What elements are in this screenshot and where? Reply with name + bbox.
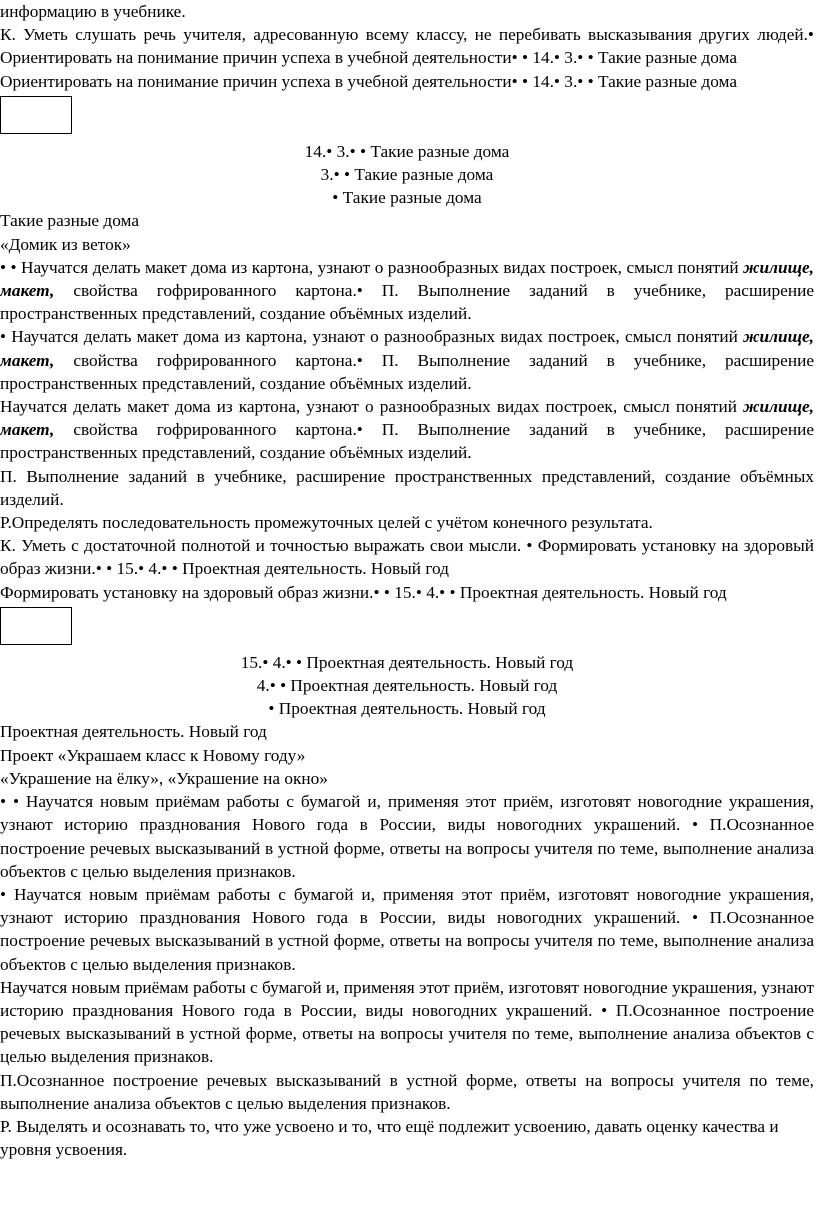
topic-title: Такие разные дома <box>0 211 140 231</box>
paragraph-communicative-2: К. Уметь с достаточной полнотой и точностью выражать свои мысли. • Формировать установку на здоровый образ жизни.• • 15.• 4.• • Проектная деятельность. Новый год <box>0 536 814 579</box>
paragraph-newyear-c: Научатся новым приёмам работы с бумагой и, применяя этот приём, изготовят новогодние украшения, узнают историю празднования Нового года в России, виды новогодних украшений. • П.Осознанное построение речевых высказываний в устной форме, ответы на вопросы учителя по теме, выполнение анализа объектов с целью выделения признаков. <box>0 977 814 1067</box>
outcome-text: • • Научатся делать макет дома из картона, узнают о разнообразных видах построек, смысл понятий <box>0 257 744 277</box>
centered-line: • Проектная деятельность. Новый год <box>268 699 546 719</box>
paragraph-outcome-a <box>0 256 814 326</box>
topic-title: Проектная деятельность. Новый год <box>0 722 267 742</box>
outcome-text: Научатся делать макет дома из картона, узнают о разнообразных видах построек, смысл понятий <box>0 397 744 417</box>
lesson-title: «Домик из веток» <box>0 234 131 254</box>
paragraph-newyear-b: • Научатся новым приёмам работы с бумагой и, применяя этот приём, изготовят новогодние украшения, узнают историю празднования Нового года в России, виды новогодних украшений. • П.Осознанное построение речевых высказываний в устной форме, ответы на вопросы учителя по теме, выполнение анализа объектов с целью выделения признаков. <box>0 884 814 974</box>
centered-line: 14.• 3.• • Такие разные дома <box>304 141 510 161</box>
centered-line: 4.• • Проектная деятельность. Новый год <box>256 676 558 696</box>
outcome-tail: свойства гофрированного картона.• П. Выполнение заданий в учебнике, расширение пространственных представлений, создание объёмных изделий. <box>0 420 814 463</box>
paragraph-communicative-1: К. Уметь слушать речь учителя, адресованную всему классу, не перебивать высказывания других людей.• Ориентировать на понимание причин успеха в учебной деятельности• • 14.• 3.• • Такие разные дома <box>0 25 814 68</box>
paragraph-regulative: Р.Определять последовательность промежуточных целей с учётом конечного результата. <box>0 513 653 533</box>
empty-table-cell <box>0 607 72 645</box>
outcome-tail: свойства гофрированного картона.• П. Выполнение заданий в учебнике, расширение пространственных представлений, создание объёмных изделий. <box>0 281 814 324</box>
empty-table-cell <box>0 96 72 134</box>
paragraph-cognitive-2: П.Осознанное построение речевых высказываний в устной форме, ответы на вопросы учителя по теме, выполнение анализа объектов с целью выделения признаков. <box>0 1070 814 1113</box>
text-line: информацию в учебнике. <box>0 2 186 21</box>
paragraph-health: Формировать установку на здоровый образ жизни.• • 15.• 4.• • Проектная деятельность. Новый год <box>0 582 727 602</box>
paragraph-outcome-c <box>0 395 814 465</box>
centered-line: 15.• 4.• • Проектная деятельность. Новый год <box>240 652 574 672</box>
paragraph-newyear-a: • • Научатся новым приёмам работы с бумагой и, применяя этот приём, изготовят новогодние украшения, узнают историю празднования Нового года в России, виды новогодних украшений. • П.Осознанное построение речевых высказываний в устной форме, ответы на вопросы учителя по теме, выполнение анализа объектов с целью выделения признаков. <box>0 792 814 881</box>
key-terms: жилище, макет, <box>0 327 814 370</box>
paragraph-outcome-b <box>0 325 814 395</box>
outcome-tail: свойства гофрированного картона.• П. Выполнение заданий в учебнике, расширение пространственных представлений, создание объёмных изделий. <box>0 350 814 393</box>
outcome-text: • Научатся делать макет дома из картона, узнают о разнообразных видах построек, смысл понятий <box>0 327 744 347</box>
key-terms: жилище, макет, <box>0 397 814 440</box>
project-title: Проект «Украшаем класс к Новому году» <box>0 745 306 765</box>
paragraph-orient-1: Ориентировать на понимание причин успеха в учебной деятельности• • 14.• 3.• • Такие разные дома <box>0 71 738 91</box>
paragraph-regulative-2: Р. Выделять и осознавать то, что уже усвоено и то, что ещё подлежит усвоению, давать оценку качества и уровня усвоения. <box>0 1116 779 1160</box>
key-terms: жилище, макет, <box>0 257 814 301</box>
centered-line: 3.• • Такие разные дома <box>320 165 494 185</box>
paragraph-cognitive: П. Выполнение заданий в учебнике, расширение пространственных представлений, создание объёмных изделий. <box>0 466 814 509</box>
lesson-title: «Украшение на ёлку», «Украшение на окно» <box>0 768 328 788</box>
centered-line: • Такие разные дома <box>332 188 482 208</box>
